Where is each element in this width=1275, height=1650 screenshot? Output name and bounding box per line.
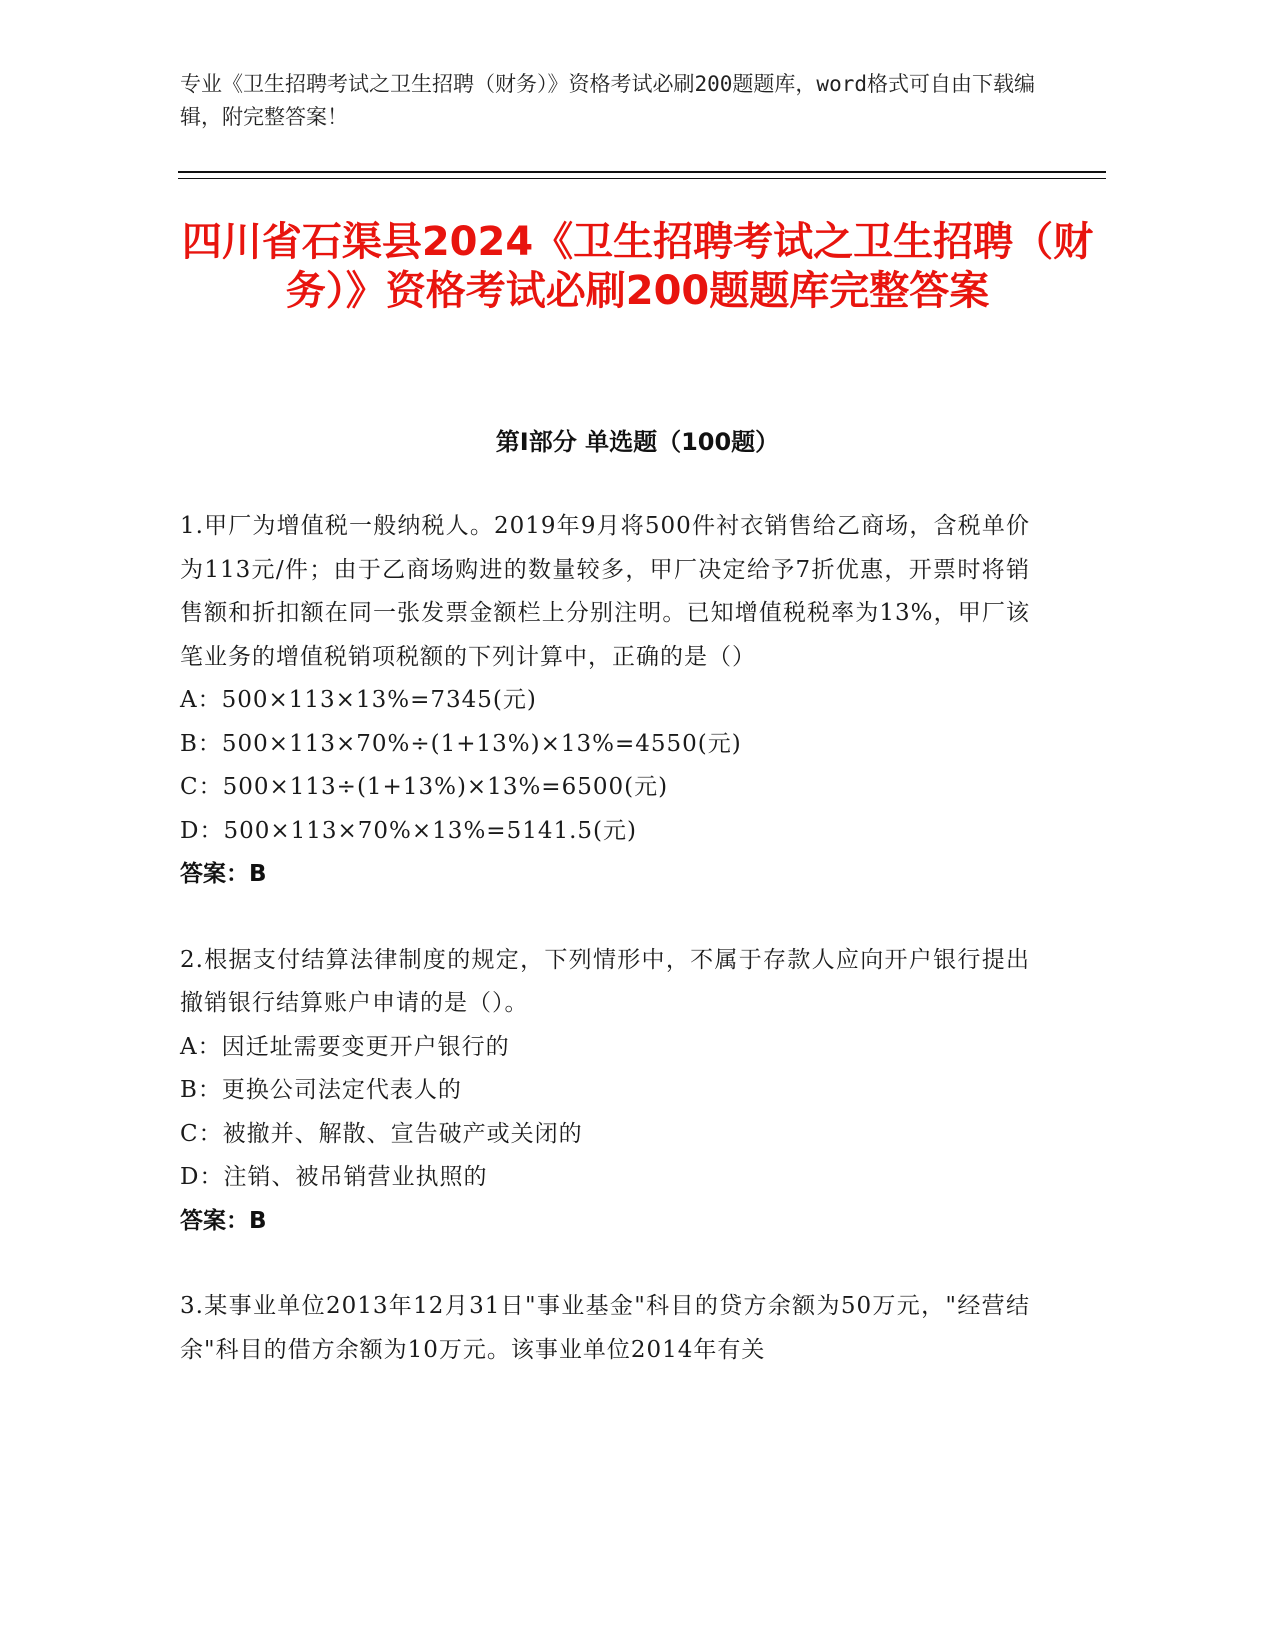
option-b: B：更换公司法定代表人的 xyxy=(180,1077,462,1103)
option-d: D：注销、被吊销营业执照的 xyxy=(180,1164,488,1190)
option-c: C：500×113÷(1+13%)×13%=6500(元) xyxy=(180,774,669,800)
option-c: C：被撤并、解散、宣告破产或关闭的 xyxy=(180,1120,583,1147)
question-stem: 2.根据支付结算法律制度的规定，下列情形中，不属于存款人应向开户银行提出撤销银行结算账户申请的是（）。 xyxy=(180,946,1030,1016)
question-1 xyxy=(180,505,1030,897)
question-list xyxy=(180,505,1030,1414)
question-3 xyxy=(180,1285,1030,1372)
option-b: B：500×113×70%÷(1+13%)×13%=4550(元) xyxy=(180,730,742,757)
header-divider-thin xyxy=(178,178,1106,179)
question-2 xyxy=(180,939,1030,1244)
section-title: 第Ⅰ部分 单选题（100题） xyxy=(495,428,780,456)
answer: 答案：B xyxy=(180,1207,267,1234)
header-note: 专业《卫生招聘考试之卫生招聘（财务）》资格考试必刷200题题库，word格式可自由下载编辑，附完整答案！ xyxy=(180,72,1035,129)
option-a: A：500×113×13%=7345(元) xyxy=(180,687,537,713)
document-title: 四川省石渠县2024《卫生招聘考试之卫生招聘（财务）》资格考试必刷200题题库完整答案 xyxy=(181,219,1094,314)
question-stem: 3.某事业单位2013年12月31日"事业基金"科目的贷方余额为50万元，"经营结余"科目的借方余额为10万元。该事业单位2014年有关 xyxy=(180,1293,1030,1363)
answer: 答案：B xyxy=(180,861,267,887)
question-stem: 1.甲厂为增值税一般纳税人。2019年9月将500件衬衣销售给乙商场，含税单价为113元/件；由于乙商场购进的数量较多，甲厂决定给予7折优惠，开票时将销售额和折扣额在同一张发票金额栏上分别注明。已知增值税税率为13%，甲厂该笔业务的增值税销项税额的下列计算中，正确的是（） xyxy=(180,513,1030,670)
option-a: A：因迁址需要变更开户银行的 xyxy=(180,1033,510,1060)
option-d: D：500×113×70%×13%=5141.5(元) xyxy=(180,817,637,844)
header-divider xyxy=(178,171,1106,173)
